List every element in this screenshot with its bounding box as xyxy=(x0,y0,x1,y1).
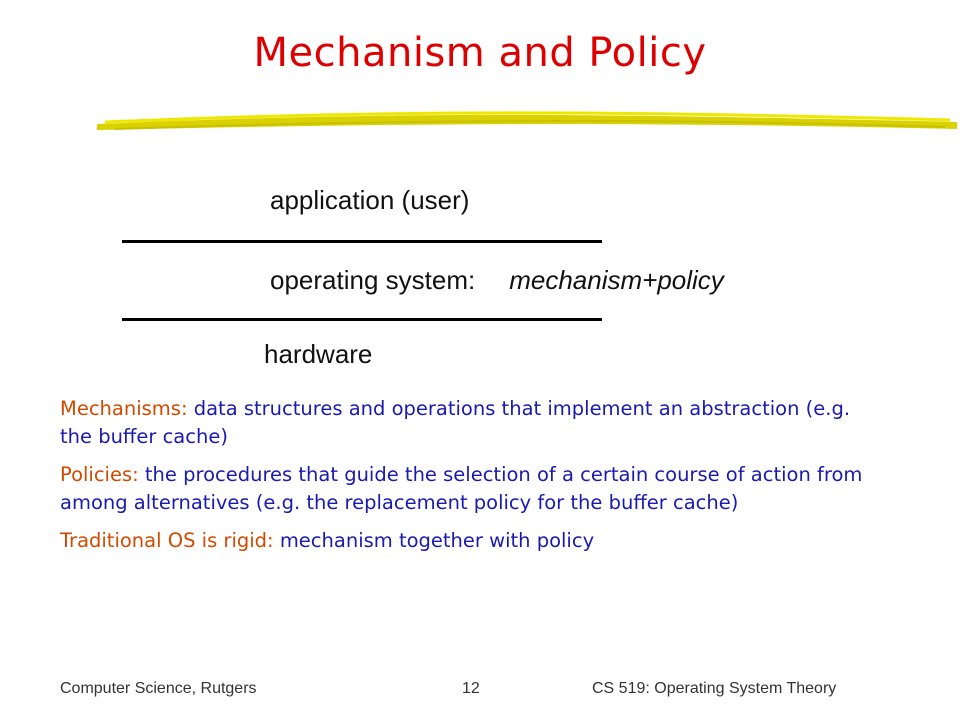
layer-os-prefix: operating system: xyxy=(270,265,476,295)
note-term: Traditional OS is rigid: xyxy=(60,529,274,552)
note-policies xyxy=(60,461,880,517)
note-term: Mechanisms: xyxy=(60,397,188,420)
note-text: mechanism together with policy xyxy=(279,529,595,552)
slide-title: Mechanism and Policy xyxy=(253,30,707,76)
layer-divider-lower xyxy=(122,318,602,321)
layer-os-emphasis: mechanism+policy xyxy=(509,265,724,295)
note-mechanisms xyxy=(60,395,880,451)
layer-hardware-label: hardware xyxy=(264,339,373,369)
note-traditional-os xyxy=(60,527,880,555)
layer-divider-upper xyxy=(122,240,602,243)
layer-os-label xyxy=(270,265,724,296)
note-text: data structures and operations that implement an abstraction (e.g. the buffer cache) xyxy=(60,397,851,448)
footer-left: Computer Science, Rutgers xyxy=(60,680,257,697)
footer-right: CS 519: Operating System Theory xyxy=(592,680,837,697)
footer-page-number: 12 xyxy=(462,680,480,697)
layer-application-label: application (user) xyxy=(270,185,470,215)
notes-list xyxy=(60,395,880,565)
note-term: Policies: xyxy=(60,463,139,486)
note-text: the procedures that guide the selection of a certain course of action from among alternatives (e.g. the replacement policy for the buffer cache) xyxy=(60,463,863,514)
title-underline-stroke xyxy=(95,102,960,142)
